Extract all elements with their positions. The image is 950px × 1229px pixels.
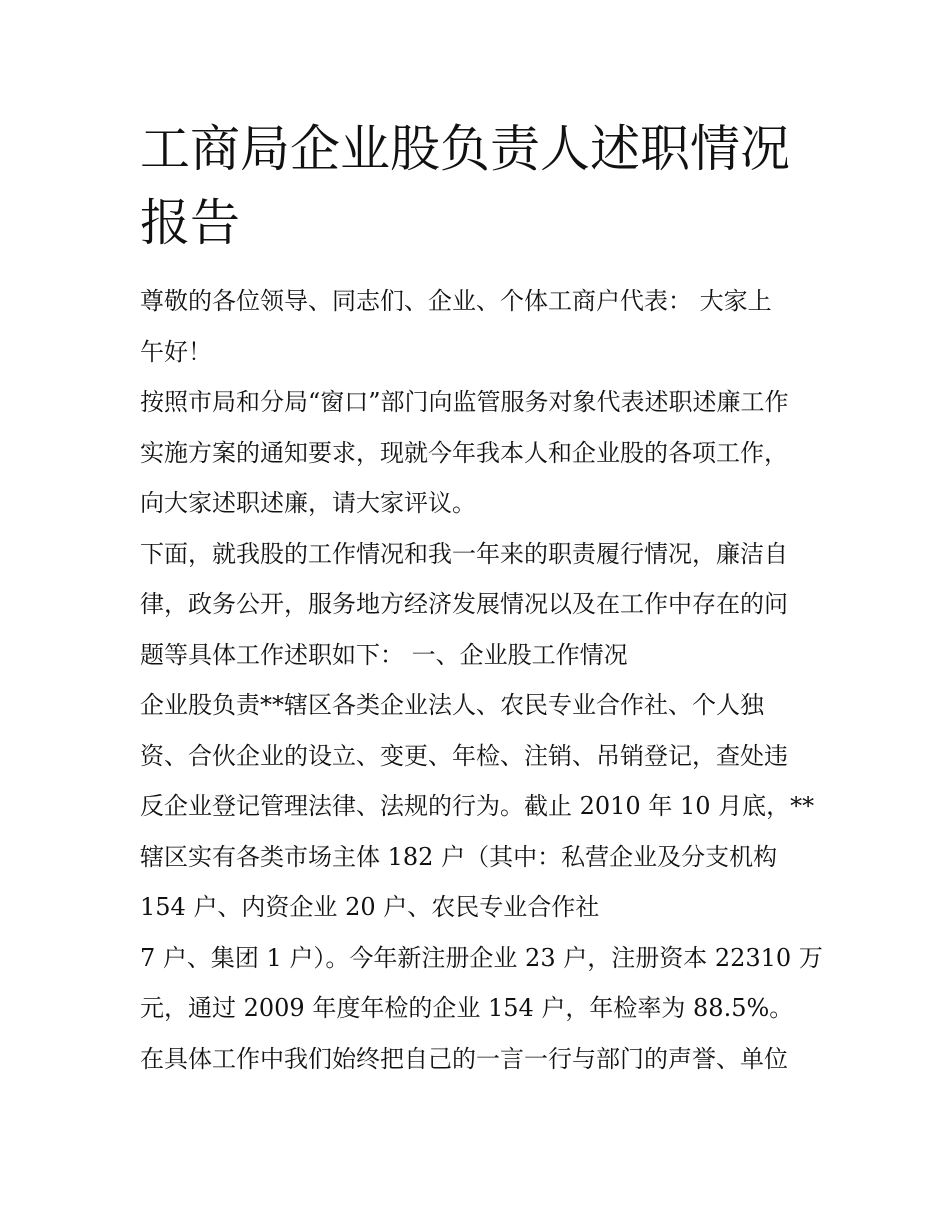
body-line: 题等具体工作述职如下： 一、企业股工作情况 (140, 640, 628, 669)
title-line: 报告 (140, 194, 240, 252)
body-line: 午好！ (140, 337, 212, 366)
body-line: 按照市局和分局“窗口”部门向监管服务对象代表述职述廉工作 (140, 388, 789, 416)
body-line: 元，通过 2009 年度年检的企业 154 户，年检率为 88.5%。 (140, 994, 794, 1022)
title-line: 工商局企业股负责人述职情况 (140, 120, 790, 178)
body-line: 律，政务公开，服务地方经济发展情况以及在工作中存在的问 (140, 590, 788, 618)
body-line: 7 户、集团 1 户）。今年新注册企业 23 户，注册资本 22310 万 (140, 943, 823, 972)
body-line: 尊敬的各位领导、同志们、企业、个体工商户代表： 大家上 (140, 287, 772, 315)
document-title (140, 112, 820, 260)
document-body (140, 276, 823, 1084)
body-line: 下面，就我股的工作情况和我一年来的职责履行情况，廉洁自 (140, 539, 788, 568)
body-line: 实施方案的通知要求，现就今年我本人和企业股的各项工作， (140, 438, 788, 467)
body-line: 反企业登记管理法律、法规的行为。截止 2010 年 10 月底，** (140, 792, 815, 820)
body-line: 向大家述职述廉，请大家评议。 (140, 489, 476, 517)
body-line: 154 户、内资企业 20 户、农民专业合作社 (140, 893, 600, 921)
body-line: 在具体工作中我们始终把自己的一言一行与部门的声誉、单位 (140, 1044, 788, 1073)
body-line: 企业股负责**辖区各类企业法人、农民专业合作社、个人独 (140, 691, 764, 719)
body-line: 辖区实有各类市场主体 182 户（其中：私营企业及分支机构 (140, 842, 778, 871)
body-line: 资、合伙企业的设立、变更、年检、注销、吊销登记，查处违 (140, 741, 788, 770)
